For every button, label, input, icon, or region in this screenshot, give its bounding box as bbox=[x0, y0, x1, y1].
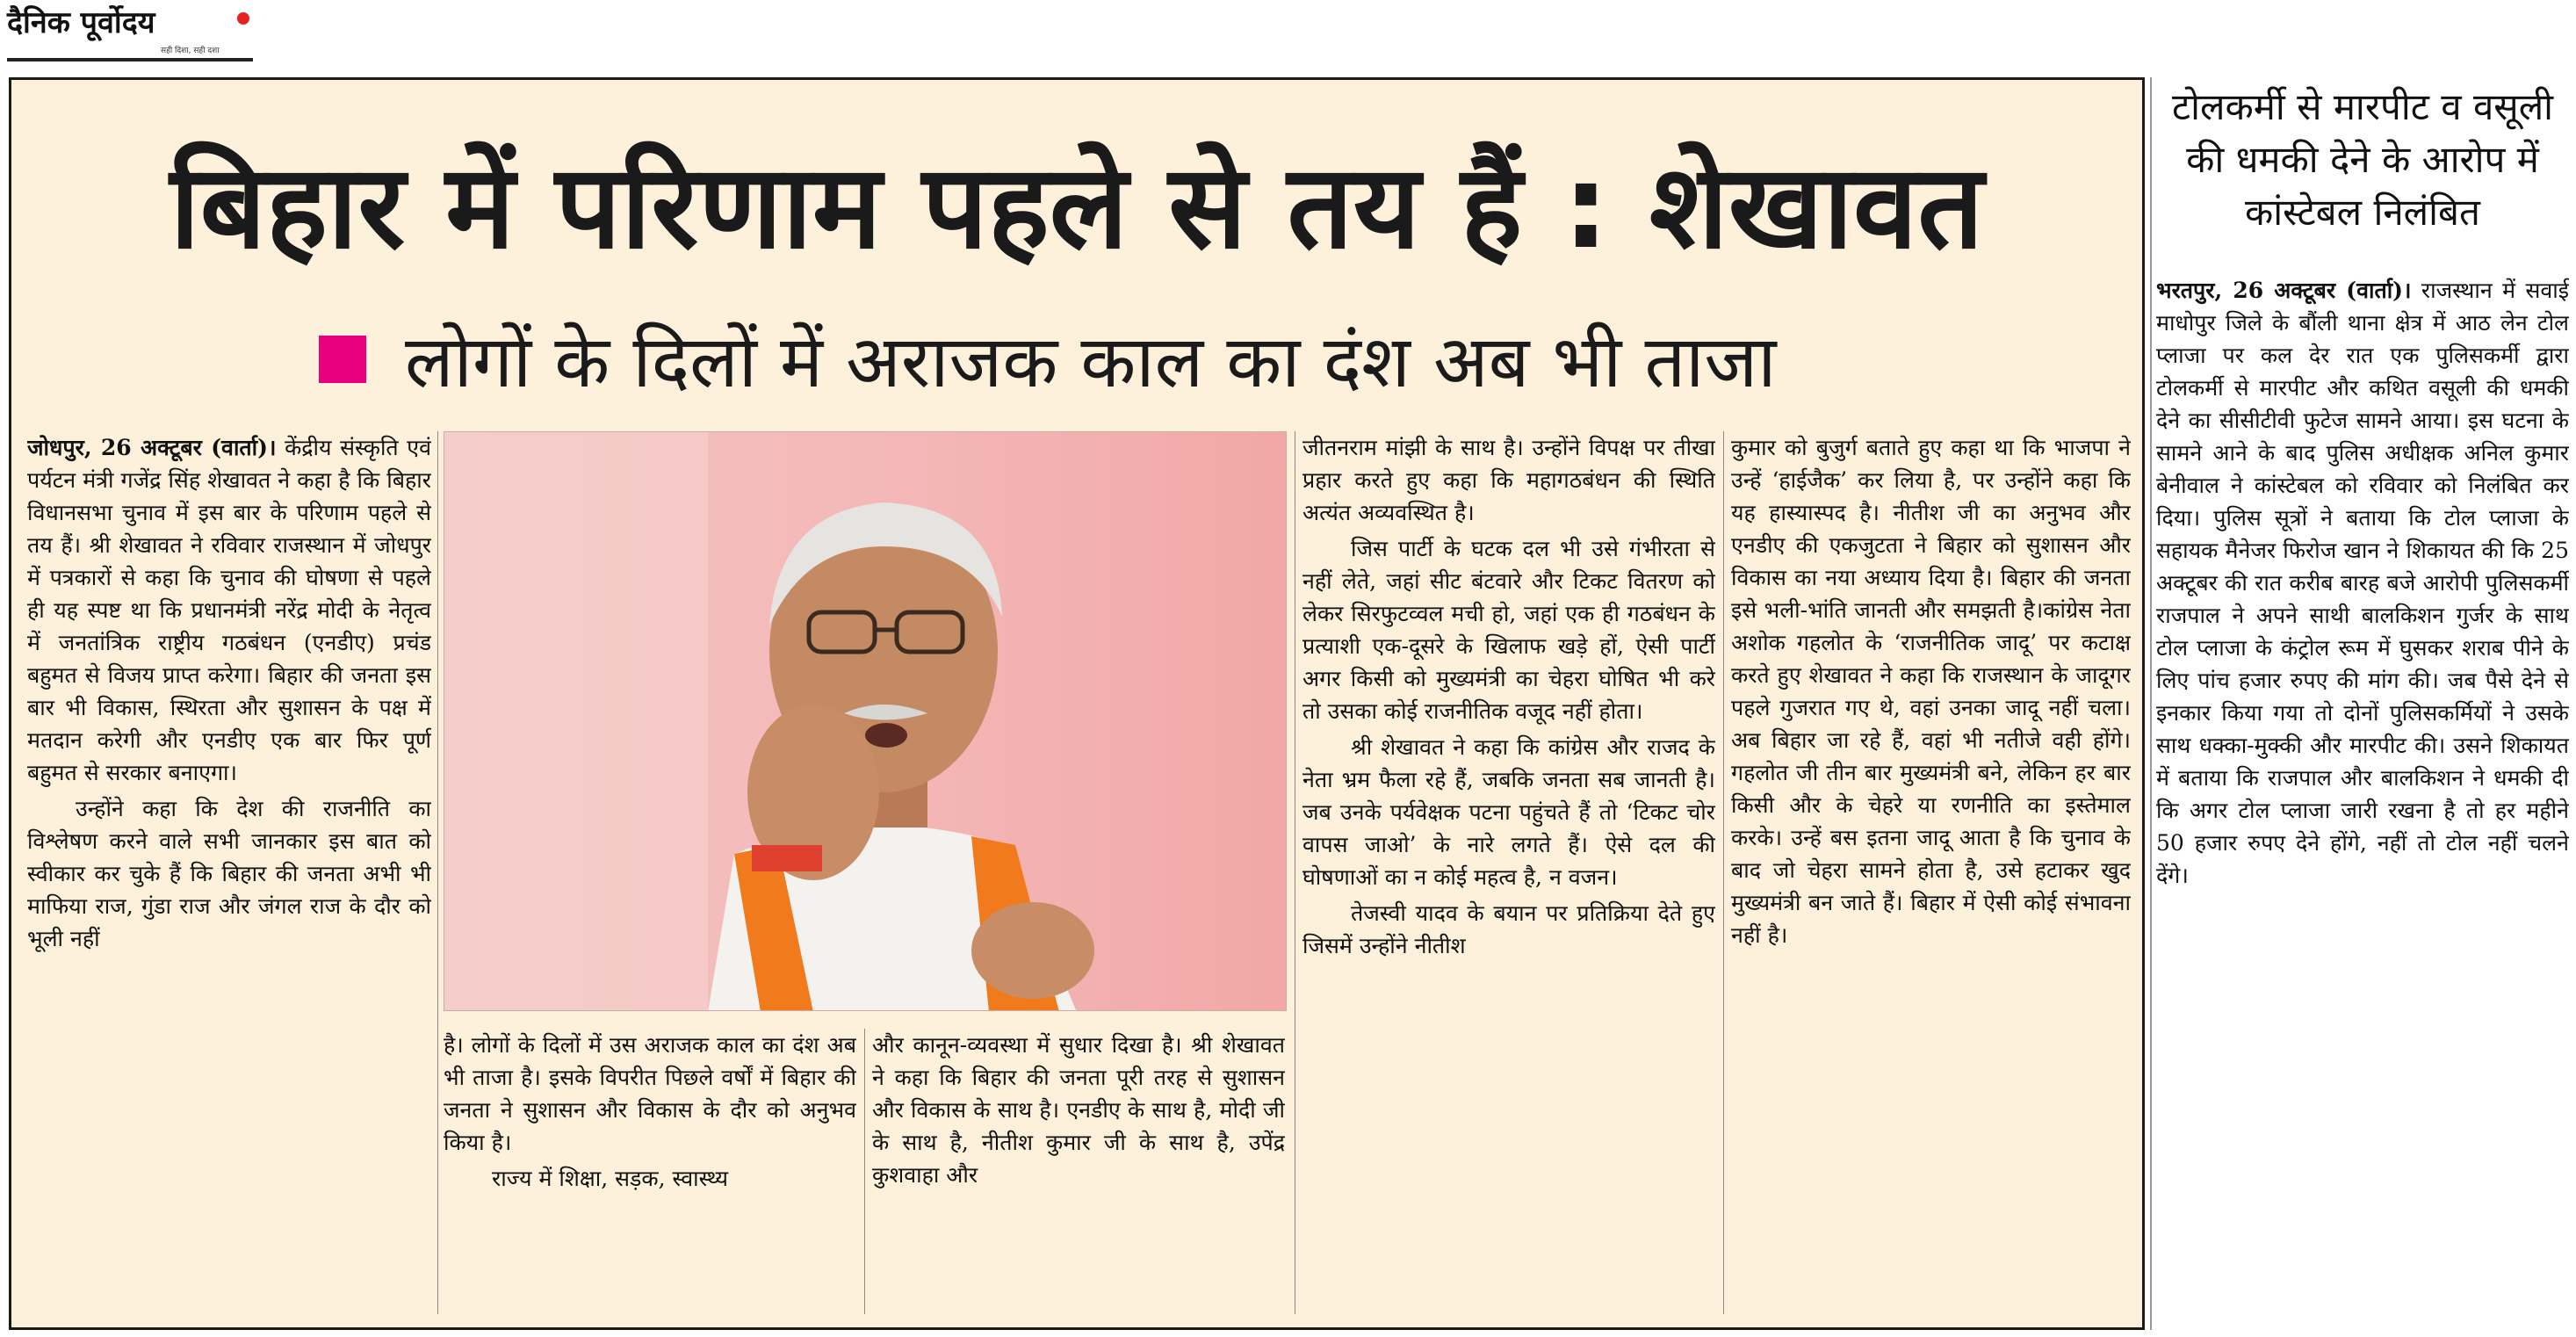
column-divider bbox=[437, 431, 438, 1314]
subheadline-text: लोगों के दिलों में अराजक काल का दंश अब भी ताजा bbox=[405, 321, 1777, 404]
magenta-square-icon bbox=[319, 336, 366, 383]
column-divider bbox=[1723, 431, 1724, 1314]
sidebar-headline: टोलकर्मी से मारपीट व वसूली की धमकी देने के आरोप में कांस्टेबल निलंबित bbox=[2171, 85, 2554, 234]
article-column-2a bbox=[444, 1029, 856, 1314]
article-paragraph: जीतनराम मांझी के साथ है। उन्होंने विपक्ष पर तीखा प्रहार करते हुए कहा कि महागठबंधन की स्थिति अत्यंत अव्यवस्थित है। bbox=[1302, 435, 1715, 525]
newspaper-tagline: सही दिशा, सही दशा bbox=[161, 47, 220, 55]
article-paragraph: राज्य में शिक्षा, सड़क, स्वास्थ्य bbox=[492, 1166, 728, 1191]
article-paragraph bbox=[2156, 274, 2569, 892]
article-column-3 bbox=[1302, 431, 1715, 1314]
sidebar-divider bbox=[2150, 77, 2152, 1330]
article-column-4 bbox=[1731, 431, 2131, 1314]
newspaper-logo: दैनिक पूर्वोदय bbox=[7, 5, 155, 40]
logo-dot-icon bbox=[237, 12, 249, 25]
main-article bbox=[9, 77, 2145, 1330]
column-divider bbox=[864, 1029, 865, 1314]
article-paragraph: जिस पार्टी के घटक दल भी उसे गंभीरता से नहीं लेते, जहां सीट बंटवारे और टिकट वितरण को लेकर सिरफुटव्वल मची हो, जहां एक ही गठबंधन के प्रत्याशी एक-दूसरे के खिलाफ खड़े हों, ऐसी पार्टी अगर किसी को मुख्यमंत्री का चेहरा घोषित भी करे तो उसका कोई राजनीतिक वजूद नहीं होता। bbox=[1302, 536, 1715, 724]
photo-illustration bbox=[444, 432, 1287, 1011]
masthead-rule bbox=[7, 58, 253, 61]
article-photo bbox=[444, 431, 1287, 1011]
article-paragraph: तेजस्वी यादव के बयान पर प्रतिक्रिया देते हुए जिसमें उन्होंने नीतीश bbox=[1302, 900, 1715, 958]
article-column-1 bbox=[27, 431, 431, 1314]
masthead bbox=[7, 5, 253, 63]
main-subheadline bbox=[319, 307, 1777, 412]
article-paragraph: उन्होंने कहा कि देश की राजनीति का विश्लेषण करने वाले सभी जानकार इस बात को स्वीकार कर चुके हैं कि बिहार की जनता अभी भी माफिया राज, गुंडा राज और जंगल राज के दौर को भूली नहीं bbox=[27, 796, 431, 951]
paragraph-text: राजस्थान में सवाई माधोपुर जिले के बौंली थाना क्षेत्र में आठ लेन टोल प्लाजा पर कल देर रात एक पुलिसकर्मी द्वारा टोलकर्मी से मारपीट और कथित वसूली की धमकी देने का सीसीटीवी फुटेज सामने आया। इस घटना के सामने आने के बाद पुलिस अधीक्षक अनिल कुमार बेनीवाल ने कांस्टेबल को रविवार को निलंबित कर दिया। पुलिस सूत्रों ने बताया कि टोल प्लाजा के सहायक मैनेजर फिरोज खान ने शिकायत की कि 25 अक्टूबर की रात करीब बारह बजे आरोपी पुलिसकर्मी राजपाल ने अपने साथी बालकिशन गुर्जर के साथ टोल प्लाजा के कंट्रोल रूम में घुसकर शराब पीने के लिए पांच हजार रुपए की मांग की। जब पैसे देने से इनकार किया गया तो दोनों पुलिसकर्मियों ने उसके साथ धक्का-मुक्की और मारपीट की। उसने शिकायत में बताया कि राजपाल और बालकिशन ने धमकी दी कि अगर टोल प्लाजा जारी रखना है तो हर महीने 50 हजार रुपए देने होंगे, नहीं तो टोल नहीं चलने देंगे। bbox=[2156, 278, 2569, 888]
sidebar-article-body bbox=[2156, 274, 2569, 1333]
article-paragraph bbox=[27, 431, 431, 789]
article-paragraph: और कानून-व्यवस्था में सुधार दिखा है। श्री शेखावत ने कहा कि बिहार की जनता पूरी तरह से सुशासन और विकास के साथ है। एनडीए के साथ है, मोदी जी के साथ है, नीतीश कुमार जी के साथ है, उपेंद्र कुशवाहा और bbox=[872, 1032, 1285, 1188]
dateline: जोधपुर, 26 अक्टूबर (वार्ता)। bbox=[27, 435, 277, 460]
article-paragraph: कुमार को बुजुर्ग बताते हुए कहा था कि भाजपा ने उन्हें ‘हाईजैक’ कर लिया है, पर उन्होंने कहा कि यह हास्यास्पद है। नीतीश जी का अनुभव और एनडीए की एकजुटता ने बिहार को सुशासन और विकास का नया अध्याय दिया है। बिहार की जनता इसे भली-भांति जानती और समझती है।कांग्रेस नेता अशोक गहलोत के ‘राजनीतिक जादू’ पर कटाक्ष करते हुए शेखावत ने कहा कि राजस्थान के जादूगर पहले गुजरात गए थे, वहां उनका जादू नहीं चला। अब बिहार जा रहे हैं, वहां भी नतीजे वही होंगे। गहलोत जी तीन बार मुख्यमंत्री बने, लेकिन हर बार किसी और के चेहरे या रणनीति का इस्तेमाल करके। उन्हें बस इतना जादू आता है कि चुनाव के बाद जो चेहरा सामने होता है, उसे हटाकर खुद मुख्यमंत्री बन जाते हैं। बिहार में ऐसी कोई संभावना नहीं है। bbox=[1731, 435, 2131, 948]
paragraph-text: केंद्रीय संस्कृति एवं पर्यटन मंत्री गजेंद्र सिंह शेखावत ने कहा है कि बिहार विधानसभा चुनाव में इस बार के परिणाम पहले से तय हैं। श्री शेखावत ने रविवार राजस्थान में जोधपुर में पत्रकारों से कहा कि चुनाव की घोषणा से पहले ही यह स्पष्ट था कि प्रधानमंत्री नरेंद्र मोदी के नेतृत्व में जनतांत्रिक राष्ट्रीय गठबंधन (एनडीए) प्रचंड बहुमत से विजय प्राप्त करेगा। बिहार की जनता इस बार भी विकास, स्थिरता और सुशासन के पक्ष में मतदान करेगी और एनडीए एक बार फिर पूर्ण बहुमत से सरकार बनाएगा। bbox=[27, 435, 431, 785]
main-headline: बिहार में परिणाम पहले से तय हैं : शेखावत bbox=[170, 140, 1984, 275]
dateline: भरतपुर, 26 अक्टूबर (वार्ता)। bbox=[2156, 278, 2412, 303]
article-paragraph: श्री शेखावत ने कहा कि कांग्रेस और राजद के नेता भ्रम फैला रहे हैं, जबकि जनता सब जानती है। जब उनके पर्यवेक्षक पटना पहुंचते हैं तो ‘टिकट चोर वापस जाओ’ के नारे लगते हैं। ऐसे दल की घोषणाओं का न कोई महत्व है, न वजन। bbox=[1302, 734, 1715, 890]
article-column-2b bbox=[872, 1029, 1285, 1314]
article-paragraph: है। लोगों के दिलों में उस अराजक काल का दंश अब भी ताजा है। इसके विपरीत पिछले वर्षों में बिहार की जनता ने सुशासन और विकास के दौर को अनुभव किया है। bbox=[444, 1032, 856, 1155]
